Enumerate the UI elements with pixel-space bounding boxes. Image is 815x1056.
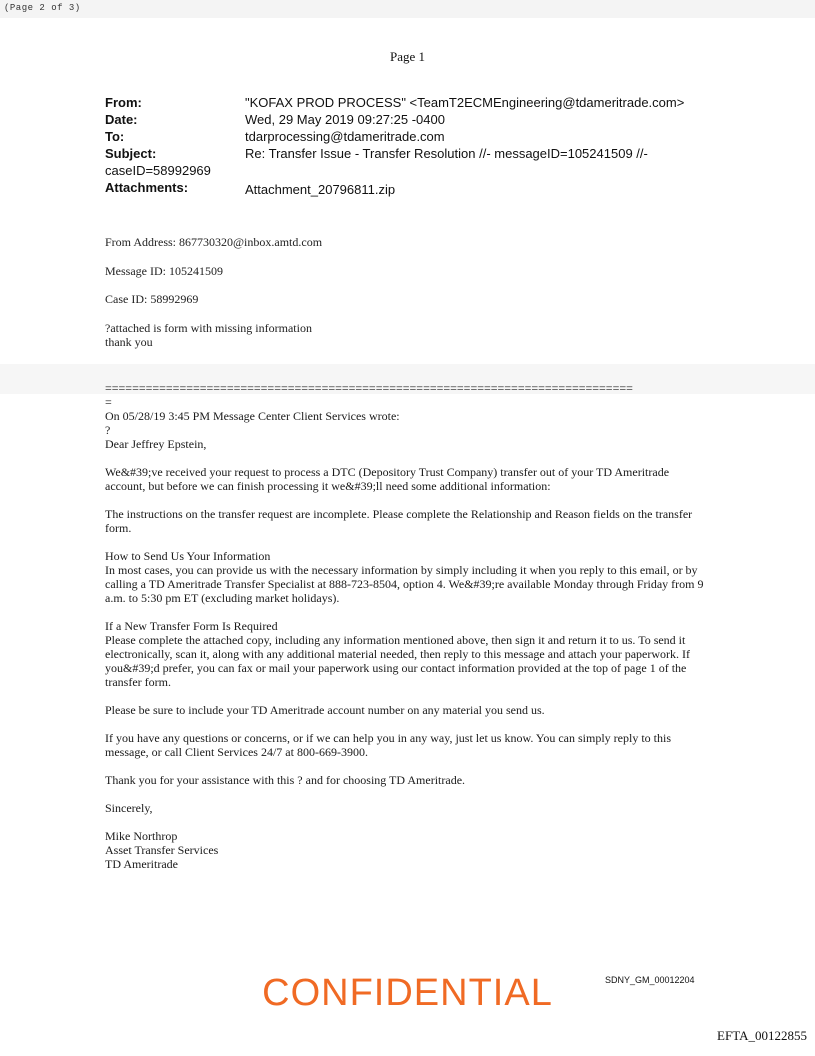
- note-line-1: ?attached is form with missing information: [105, 321, 312, 335]
- subject-continuation: caseID=58992969: [105, 163, 211, 178]
- subject-label: Subject:: [105, 146, 157, 161]
- page-counter: (Page 2 of 3): [4, 3, 81, 13]
- message-id: Message ID: 105241509: [105, 264, 223, 278]
- section-new-form-body: Please complete the attached copy, including any information mentioned above, then sign it and return it to us. To send it electronically, scan it, along with any additional material needed, then reply to this message and attach your paperwork. If you&#39;d prefer, you can fax or mail your paperwork using our contact information provided at the top of page 1 of the transfer form.: [105, 633, 691, 689]
- paragraph-thanks: Thank you for your assistance with this ? and for choosing TD Ameritrade.: [105, 773, 466, 787]
- separator-tail: =: [105, 395, 112, 409]
- quote-header: On 05/28/19 3:45 PM Message Center Client Services wrote:: [105, 409, 400, 423]
- attachments-label: Attachments:: [105, 180, 189, 195]
- separator-line: ==============================================================================: [105, 381, 633, 395]
- to-value: tdarprocessing@tdameritrade.com: [245, 129, 445, 144]
- confidential-stamp: CONFIDENTIAL: [262, 972, 553, 1014]
- scan-band-top: [0, 0, 815, 18]
- from-address: From Address: 867730320@inbox.amtd.com: [105, 235, 323, 249]
- closing: Sincerely,: [105, 801, 153, 815]
- efta-number: EFTA_00122855: [717, 1028, 807, 1043]
- paragraph-request: We&#39;ve received your request to process a DTC (Depository Trust Company) transfer out of your TD Ameritrade account, but before we can finish processing it we&#39;ll need some additional information:: [105, 465, 670, 493]
- attachment-link[interactable]: Attachment_20796811.zip: [245, 182, 396, 197]
- quote-mark: ?: [105, 423, 111, 437]
- subject-value: Re: Transfer Issue - Transfer Resolution //- messageID=105241509 //-: [245, 146, 648, 161]
- note-line-2: thank you: [105, 335, 153, 349]
- from-value: "KOFAX PROD PROCESS" <TeamT2ECMEngineering@tdameritrade.com>: [245, 95, 685, 110]
- paragraph-questions: If you have any questions or concerns, or if we can help you in any way, just let us know. You can simply reply to this message, or call Client Services 24/7 at 800-669-3900.: [105, 731, 672, 759]
- to-label: To:: [105, 129, 125, 144]
- email-body: [105, 381, 711, 871]
- date-label: Date:: [105, 112, 138, 127]
- section-new-form-title: If a New Transfer Form Is Required: [105, 619, 278, 633]
- from-label: From:: [105, 95, 142, 110]
- greeting: Dear Jeffrey Epstein,: [105, 437, 207, 451]
- paragraph-account-number: Please be sure to include your TD Ameritrade account number on any material you send us.: [105, 703, 545, 717]
- paragraph-incomplete: The instructions on the transfer request are incomplete. Please complete the Relationship and Reason fields on the transfer form.: [105, 507, 693, 535]
- bates-number: SDNY_GM_00012204: [605, 975, 695, 985]
- signature-name: Mike Northrop: [105, 829, 178, 843]
- case-id: Case ID: 58992969: [105, 292, 199, 306]
- page-label: Page 1: [389, 49, 426, 64]
- date-value: Wed, 29 May 2019 09:27:25 -0400: [245, 112, 445, 127]
- signature-company: TD Ameritrade: [105, 857, 178, 871]
- signature-department: Asset Transfer Services: [105, 843, 219, 857]
- section-send-title: How to Send Us Your Information: [105, 549, 271, 563]
- section-send-body: In most cases, you can provide us with the necessary information by simply including it when you reply to this email, or by calling a TD Ameritrade Transfer Specialist at 888-723-8504, option 4. We&#39;re available Monday through Friday from 9 a.m. to 5:30 pm ET (excluding market holidays).: [105, 563, 704, 605]
